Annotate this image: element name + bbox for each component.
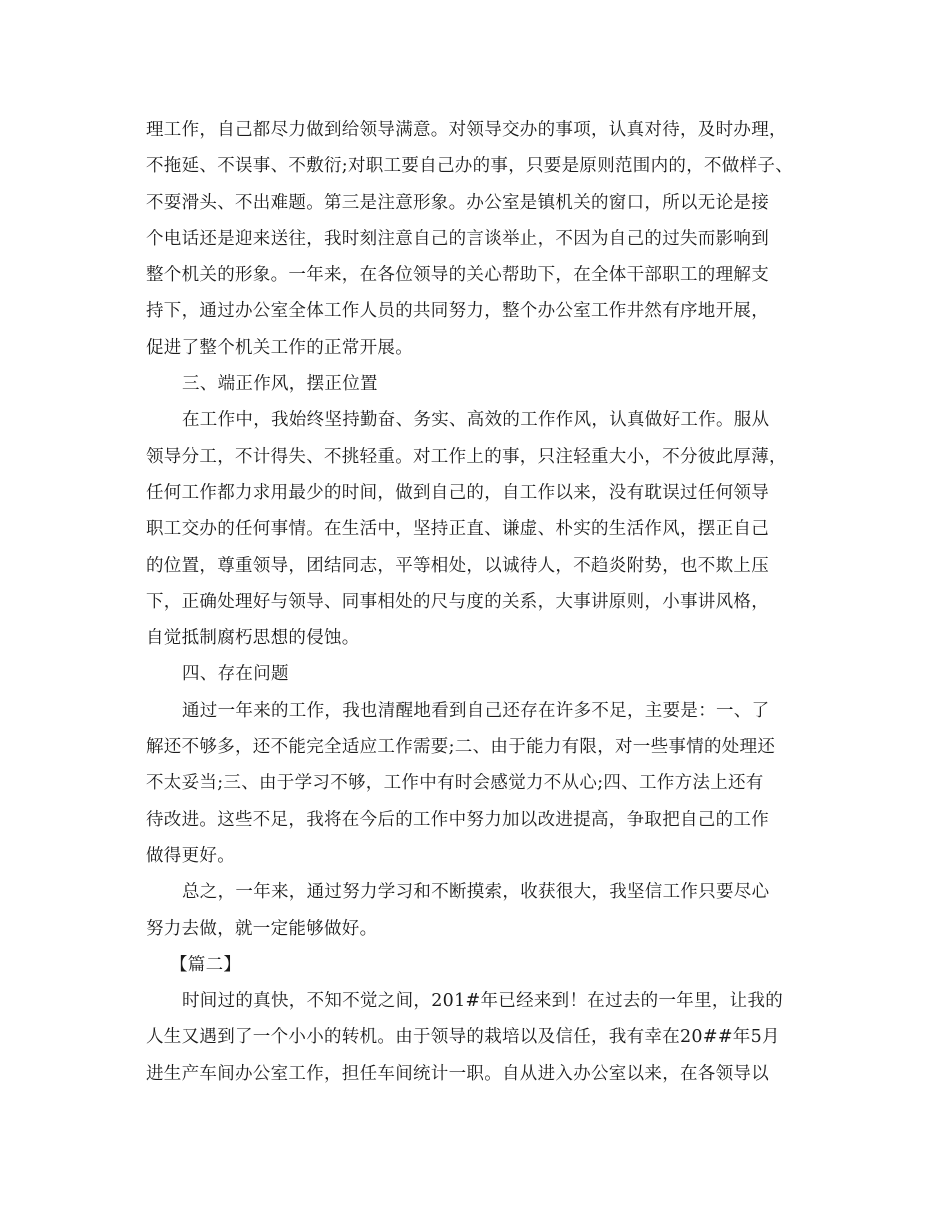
text-line: 下，正确处理好与领导、同事相处的尺与度的关系，大事讲原则，小事讲风格， <box>146 591 769 612</box>
text-line: 通过一年来的工作，我也清醒地看到自己还存在许多不足，主要是：一、了 <box>182 700 770 721</box>
text-line: 职工交办的任何事情。在生活中，坚持正直、谦虚、朴实的生活作风，摆正自己 <box>146 519 769 540</box>
text-line: 持下，通过办公室全体工作人员的共同努力，整个办公室工作井然有序地开展， <box>146 301 769 322</box>
text-line: 促进了整个机关工作的正常开展。 <box>146 337 413 358</box>
text-line: 领导分工，不计得失、不挑轻重。对工作上的事，只注轻重大小，不分彼此厚薄， <box>146 446 787 467</box>
text-line: 时间过的真快，不知不觉之间，201#年已经来到！在过去的一年里，让我的 <box>182 991 784 1012</box>
text-line: 解还不够多，还不能完全适应工作需要;二、由于能力有限，对一些事情的处理还 <box>146 737 776 758</box>
text-line: 任何工作都力求用最少的时间，做到自己的，自工作以来，没有耽误过任何领导 <box>146 482 769 503</box>
text-line: 总之，一年来，通过努力学习和不断摸索，收获很大，我坚信工作只要尽心 <box>182 882 770 903</box>
body-text <box>146 112 826 1092</box>
text-line: 个电话还是迎来送往，我时刻注意自己的言谈举止，不因为自己的过失而影响到 <box>146 228 769 249</box>
text-line: 不耍滑头、不出难题。第三是注意形象。办公室是镇机关的窗口，所以无论是接 <box>146 192 769 213</box>
text-line: 不太妥当;三、由于学习不够，工作中有时会感觉力不从心;四、工作方法上还有 <box>146 773 764 794</box>
text-line: 做得更好。 <box>146 845 235 866</box>
text-line: 努力去做，就一定能够做好。 <box>146 918 378 939</box>
text-line: 自觉抵制腐朽思想的侵蚀。 <box>146 628 360 649</box>
text-line: 四、存在问题 <box>182 664 289 685</box>
text-line: 不拖延、不误事、不敷衍;对职工要自己办的事，只要是原则范围内的，不做样子、 <box>146 156 793 177</box>
text-line: 的位置，尊重领导，团结同志，平等相处，以诚待人，不趋炎附势，也不欺上压 <box>146 555 769 576</box>
text-line: 【篇二】 <box>170 954 242 975</box>
text-line: 三、端正作风，摆正位置 <box>182 374 378 395</box>
text-line: 在工作中，我始终坚持勤奋、务实、高效的工作作风，认真做好工作。服从 <box>182 410 770 431</box>
text-line: 待改进。这些不足，我将在今后的工作中努力加以改进提高，争取把自己的工作 <box>146 809 769 830</box>
text-line: 整个机关的形象。一年来，在各位领导的关心帮助下，在全体干部职工的理解支 <box>146 265 769 286</box>
text-line: 人生又遇到了一个小小的转机。由于领导的栽培以及信任，我有幸在20##年5月 <box>146 1027 780 1048</box>
text-line: 进生产车间办公室工作，担任车间统计一职。自从进入办公室以来，在各领导以 <box>146 1063 769 1084</box>
text-line: 理工作，自己都尽力做到给领导满意。对领导交办的事项，认真对待，及时办理， <box>146 120 787 140</box>
